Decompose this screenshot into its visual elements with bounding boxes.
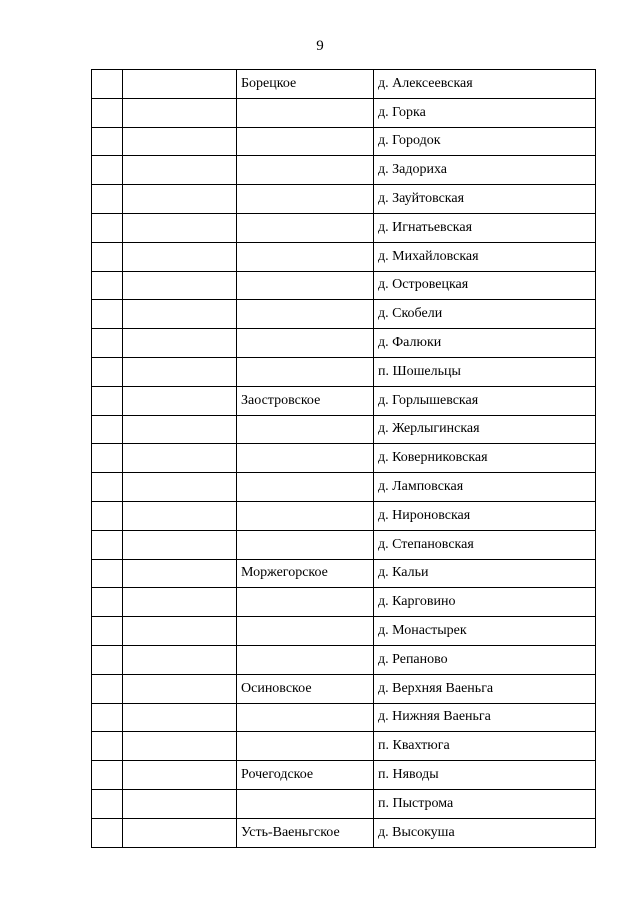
municipality-cell [237,501,374,530]
municipality-cell [237,300,374,329]
name-cell [123,588,237,617]
name-cell [123,271,237,300]
number-cell [92,185,123,214]
settlement-cell: д. Жерлыгинская [374,415,596,444]
municipality-cell [237,357,374,386]
number-cell [92,98,123,127]
number-cell [92,501,123,530]
table-row [92,732,596,761]
name-cell [123,789,237,818]
number-cell [92,530,123,559]
name-cell [123,501,237,530]
settlement-cell: п. Квахтюга [374,732,596,761]
name-cell [123,70,237,99]
municipality-cell: Осиновское [237,674,374,703]
table-row [92,70,596,99]
municipality-cell [237,789,374,818]
table-row [92,473,596,502]
settlement-cell: д. Скобели [374,300,596,329]
name-cell [123,386,237,415]
settlement-cell: д. Высокуша [374,818,596,847]
name-cell [123,473,237,502]
settlement-cell: п. Пыстрома [374,789,596,818]
municipality-cell [237,645,374,674]
settlement-cell: д. Карговино [374,588,596,617]
table-row [92,242,596,271]
settlement-cell: д. Задориха [374,156,596,185]
municipality-cell [237,242,374,271]
settlement-cell: д. Фалюки [374,329,596,358]
table-row [92,530,596,559]
municipality-cell [237,127,374,156]
settlement-cell: д. Коверниковская [374,444,596,473]
municipality-cell [237,444,374,473]
settlement-cell: д. Монастырек [374,617,596,646]
table-row [92,789,596,818]
settlement-cell: д. Горлышевская [374,386,596,415]
settlement-cell: д. Нироновская [374,501,596,530]
number-cell [92,329,123,358]
name-cell [123,300,237,329]
name-cell [123,761,237,790]
table-row [92,645,596,674]
settlement-cell: д. Зауйтовская [374,185,596,214]
settlement-cell: д. Степановская [374,530,596,559]
table-row [92,588,596,617]
settlement-cell: д. Михайловская [374,242,596,271]
name-cell [123,674,237,703]
municipality-cell [237,185,374,214]
settlement-cell: д. Городок [374,127,596,156]
name-cell [123,444,237,473]
name-cell [123,357,237,386]
municipality-cell [237,617,374,646]
name-cell [123,617,237,646]
municipality-cell [237,415,374,444]
number-cell [92,70,123,99]
settlement-cell: д. Алексеевская [374,70,596,99]
number-cell [92,818,123,847]
settlement-cell: д. Горка [374,98,596,127]
table-row [92,703,596,732]
table-row [92,761,596,790]
table-row [92,357,596,386]
table-row [92,559,596,588]
number-cell [92,588,123,617]
name-cell [123,415,237,444]
name-cell [123,645,237,674]
number-cell [92,415,123,444]
municipality-cell: Заостровское [237,386,374,415]
settlement-cell: п. Шошельцы [374,357,596,386]
name-cell [123,329,237,358]
number-cell [92,761,123,790]
number-cell [92,732,123,761]
settlement-cell: д. Кальи [374,559,596,588]
settlements-table [91,69,596,848]
municipality-cell [237,98,374,127]
number-cell [92,156,123,185]
number-cell [92,703,123,732]
table-row [92,617,596,646]
number-cell [92,617,123,646]
number-cell [92,127,123,156]
municipality-cell [237,156,374,185]
number-cell [92,386,123,415]
table-row [92,98,596,127]
name-cell [123,559,237,588]
name-cell [123,156,237,185]
table-row [92,271,596,300]
name-cell [123,732,237,761]
name-cell [123,530,237,559]
municipality-cell [237,329,374,358]
number-cell [92,357,123,386]
settlement-cell: д. Верхняя Ваеньга [374,674,596,703]
table-row [92,415,596,444]
table-row [92,444,596,473]
table-row [92,213,596,242]
table-row [92,156,596,185]
table-row [92,818,596,847]
municipality-cell [237,588,374,617]
name-cell [123,703,237,732]
table-row [92,127,596,156]
table-row [92,674,596,703]
table-row [92,386,596,415]
name-cell [123,185,237,214]
name-cell [123,818,237,847]
municipality-cell [237,213,374,242]
name-cell [123,98,237,127]
table-row [92,185,596,214]
name-cell [123,213,237,242]
number-cell [92,300,123,329]
name-cell [123,242,237,271]
table-body [92,70,596,848]
municipality-cell [237,473,374,502]
municipality-cell: Усть-Ваеньгское [237,818,374,847]
number-cell [92,645,123,674]
table-row [92,329,596,358]
settlement-cell: д. Репаново [374,645,596,674]
name-cell [123,127,237,156]
municipality-cell: Борецкое [237,70,374,99]
municipality-cell [237,530,374,559]
settlement-cell: д. Островецкая [374,271,596,300]
number-cell [92,444,123,473]
municipality-cell: Моржегорское [237,559,374,588]
table-row [92,300,596,329]
settlement-cell: д. Нижняя Ваеньга [374,703,596,732]
settlement-cell: д. Ламповская [374,473,596,502]
settlement-cell: п. Няводы [374,761,596,790]
number-cell [92,473,123,502]
municipality-cell [237,732,374,761]
municipality-cell [237,703,374,732]
municipality-cell [237,271,374,300]
number-cell [92,789,123,818]
settlement-cell: д. Игнатьевская [374,213,596,242]
table-row [92,501,596,530]
number-cell [92,559,123,588]
municipality-cell: Рочегодское [237,761,374,790]
number-cell [92,213,123,242]
number-cell [92,271,123,300]
number-cell [92,242,123,271]
page-number: 9 [316,38,324,54]
number-cell [92,674,123,703]
